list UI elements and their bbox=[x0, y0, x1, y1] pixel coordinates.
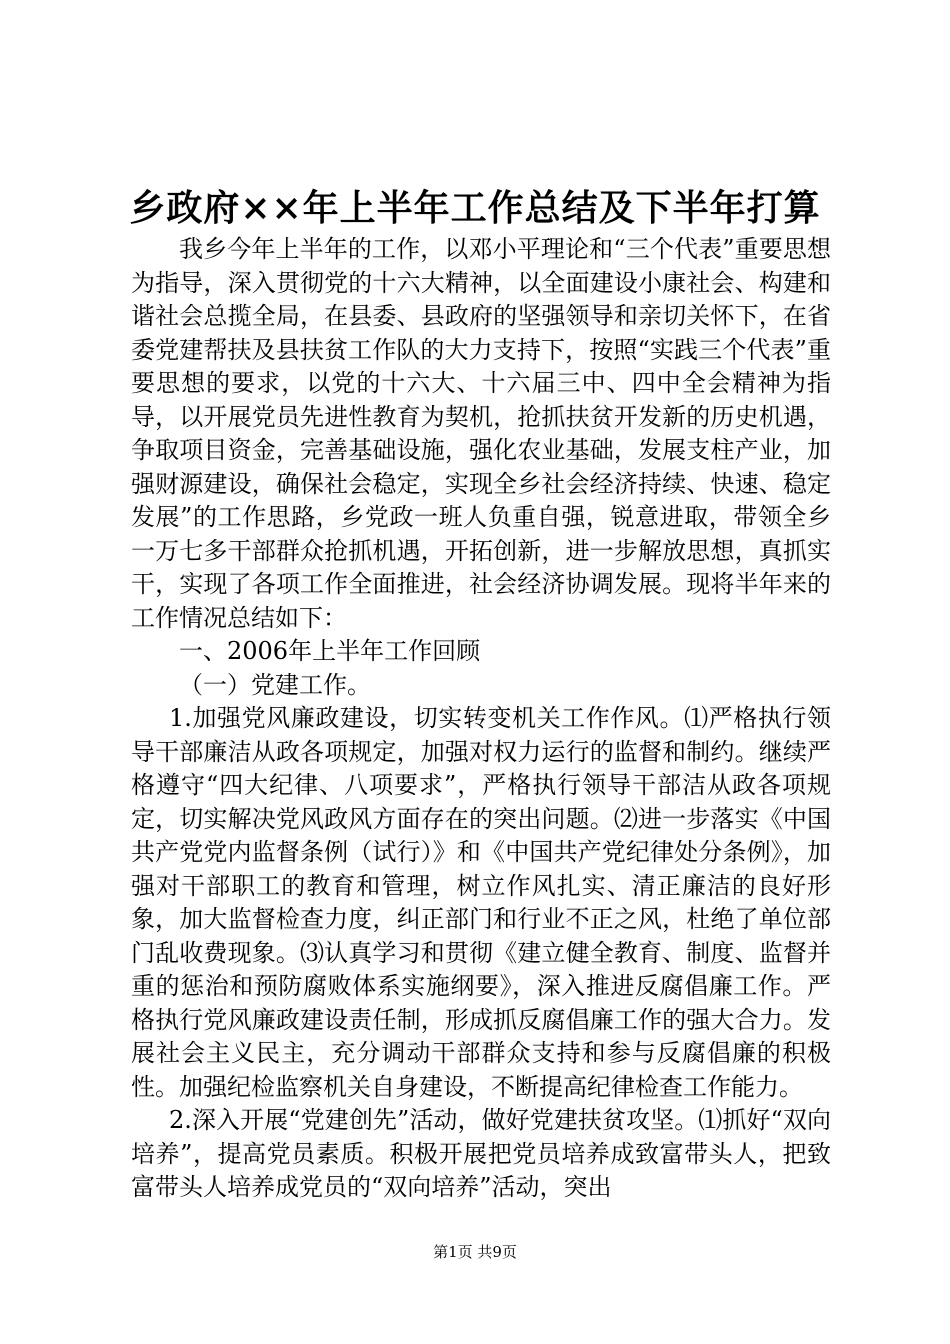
document-title: 乡政府××年上半年工作总结及下半年打算 bbox=[129, 187, 821, 229]
body-paragraph: 1.加强党风廉政建设，切实转变机关工作作风。⑴严格执行领导干部廉洁从政各项规定，加强对权力运行的监督和制约。继续严格遵守“四大纪律、八项要求”，严格执行领导干部洁从政各项规定，切实解决党风政风方面存在的突出问题。⑵进一步落实《中国共产党党内监督条例（试行）》和《中国共产党纪律处分条例》，加强对干部职工的教育和管理，树立作风扎实、清正廉洁的良好形象，加大监督检查力度，纠正部门和行业不正之风，杜绝了单位部门乱收费现象。⑶认真学习和贯彻《建立健全教育、制度、监督并重的惩治和预防腐败体系实施纲要》，深入推进反腐倡廉工作。严格执行党风廉政建设责任制，形成抓反腐倡廉工作的强大合力。发展社会主义民主，充分调动干部群众支持和参与反腐倡廉的积极性。加强纪检监察机关自身建设，不断提高纪律检查工作能力。 bbox=[131, 704, 831, 1101]
intro-paragraph: 我乡今年上半年的工作，以邓小平理论和“三个代表”重要思想为指导，深入贯彻党的十六大精神，以全面建设小康社会、构建和谐社会总揽全局，在县委、县政府的坚强领导和亲切关怀下，在省委党建帮扶及县扶贫工作队的大力支持下，按照“实践三个代表”重要思想的要求，以党的十六大、十六届三中、四中全会精神为指导，以开展党员先进性教育为契机，抢抓扶贫开发新的历史机遇，争取项目资金，完善基础设施，强化农业基础，发展支柱产业，加强财源建设，确保社会稳定，实现全乡社会经济持续、快速、稳定发展”的工作思路，乡党政一班人负重自强，锐意进取，带领全乡一万七多干部群众抢抓机遇，开拓创新，进一步解放思想，真抓实干，实现了各项工作全面推进，社会经济协调发展。现将半年来的工作情况总结如下： bbox=[131, 235, 831, 632]
document-body bbox=[131, 233, 831, 1205]
subsection-heading: （一）党建工作。 bbox=[179, 670, 371, 699]
section-heading: 一、2006年上半年工作回顾 bbox=[179, 637, 481, 665]
body-paragraph: 2.深入开展“党建创先”活动，做好党建扶贫攻坚。⑴抓好“双向培养”，提高党员素质。积极开展把党员培养成致富带头人，把致富带头人培养成党员的“双向培养”活动，突出 bbox=[131, 1106, 831, 1201]
page-footer: 第1页 共9页 bbox=[433, 1243, 517, 1261]
